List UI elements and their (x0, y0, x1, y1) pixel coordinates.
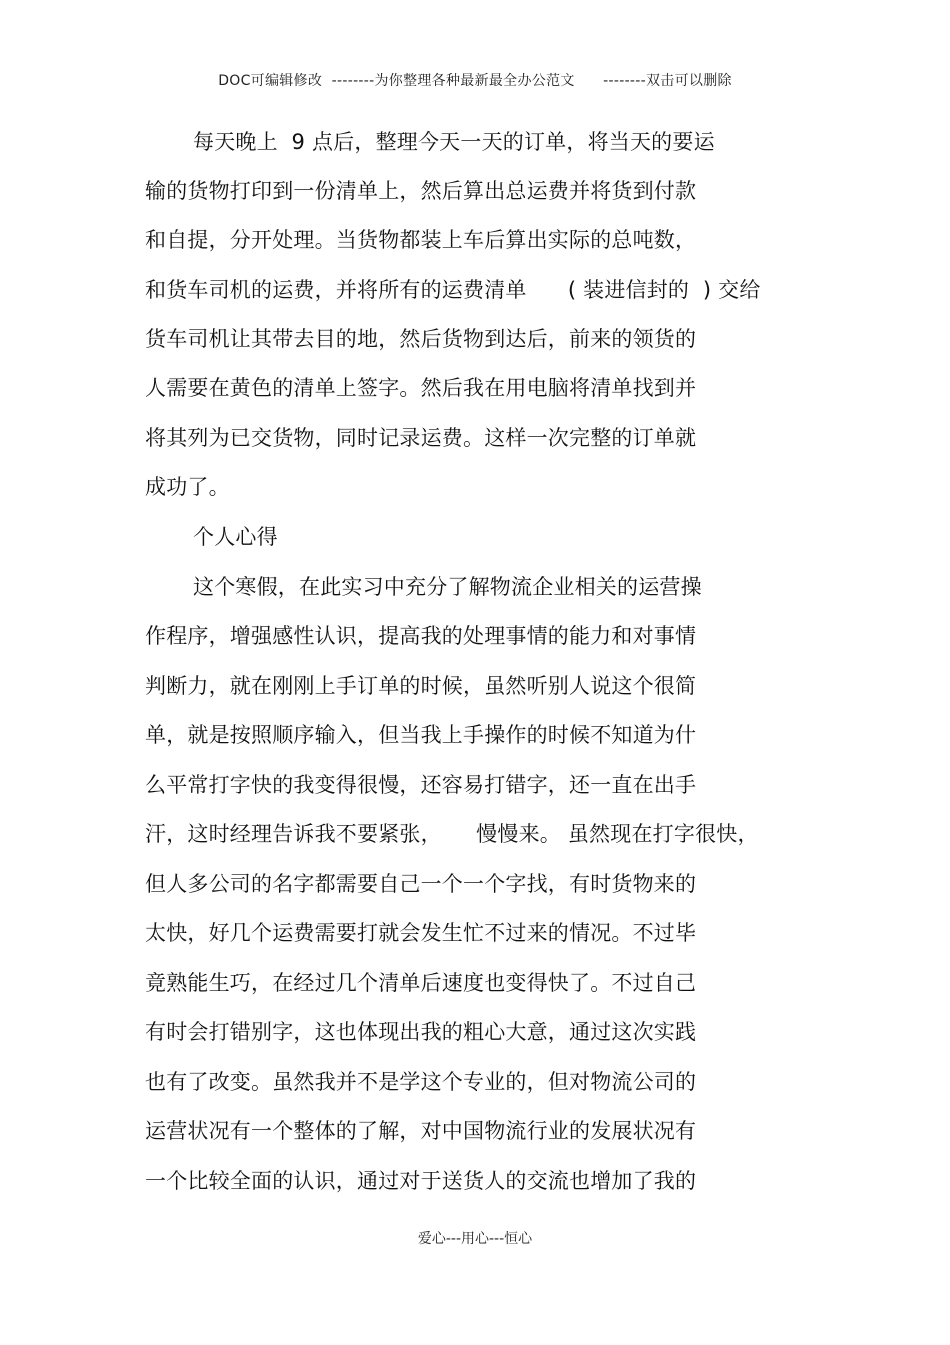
body-line-12: 判断力，就在刚刚上手订单的时候，虽然听别人说这个很简 (145, 674, 697, 698)
body-line-21: 运营状况有一个整体的了解，对中国物流行业的发展状况有 (145, 1119, 697, 1143)
body-line-10: 这个寒假，在此实习中充分了解物流企业相关的运营操 (193, 575, 702, 599)
section-heading: 个人心得 (193, 525, 278, 549)
body-line-13: 单，就是按照顺序输入，但当我上手操作的时候不知道为什 (145, 723, 697, 747)
body-line-14: 么平常打字快的我变得很慢，还容易打错字，还一直在出手 (145, 773, 697, 797)
body-line-11: 作程序，增强感性认识，提高我的处理事情的能力和对事情 (145, 624, 697, 648)
body-line-4: 和货车司机的运费，并将所有的运费清单 ( 装进信封的 ) 交给 (145, 278, 761, 302)
body-line-16: 但人多公司的名字都需要自己一个一个字找，有时货物来的 (145, 872, 697, 896)
body-line-2: 输的货物打印到一份清单上，然后算出总运费并将货到付款 (145, 179, 697, 203)
body-line-19: 有时会打错别字，这也体现出我的粗心大意，通过这次实践 (145, 1020, 697, 1044)
body-line-17: 太快，好几个运费需要打就会发生忙不过来的情况。不过毕 (145, 921, 697, 945)
page-header: DOC可编辑修改 --------为你整理各种最新最全办公范文 --------双击可以删除 (218, 73, 732, 89)
body-line-6: 人需要在黄色的清单上签字。然后我在用电脑将清单找到并 (145, 376, 697, 400)
page-footer: 爱心---用心---恒心 (417, 1231, 533, 1247)
body-line-1: 每天晚上 9 点后，整理今天一天的订单，将当天的要运 (193, 130, 715, 154)
body-line-15: 汗，这时经理告诉我不要紧张， 慢慢来。 虽然现在打字很快， (145, 822, 759, 846)
body-line-18: 竟熟能生巧，在经过几个清单后速度也变得快了。不过自己 (145, 971, 697, 995)
body-line-8: 成功了。 (145, 475, 230, 499)
body-line-7: 将其列为已交货物，同时记录运费。这样一次完整的订单就 (145, 426, 697, 450)
body-line-20: 也有了改变。虽然我并不是学这个专业的，但对物流公司的 (145, 1070, 697, 1094)
body-line-22: 一个比较全面的认识，通过对于送货人的交流也增加了我的 (145, 1169, 697, 1193)
body-line-5: 货车司机让其带去目的地，然后货物到达后，前来的领货的 (145, 327, 697, 351)
body-line-3: 和自提，分开处理。当货物都装上车后算出实际的总吨数， (145, 228, 697, 252)
